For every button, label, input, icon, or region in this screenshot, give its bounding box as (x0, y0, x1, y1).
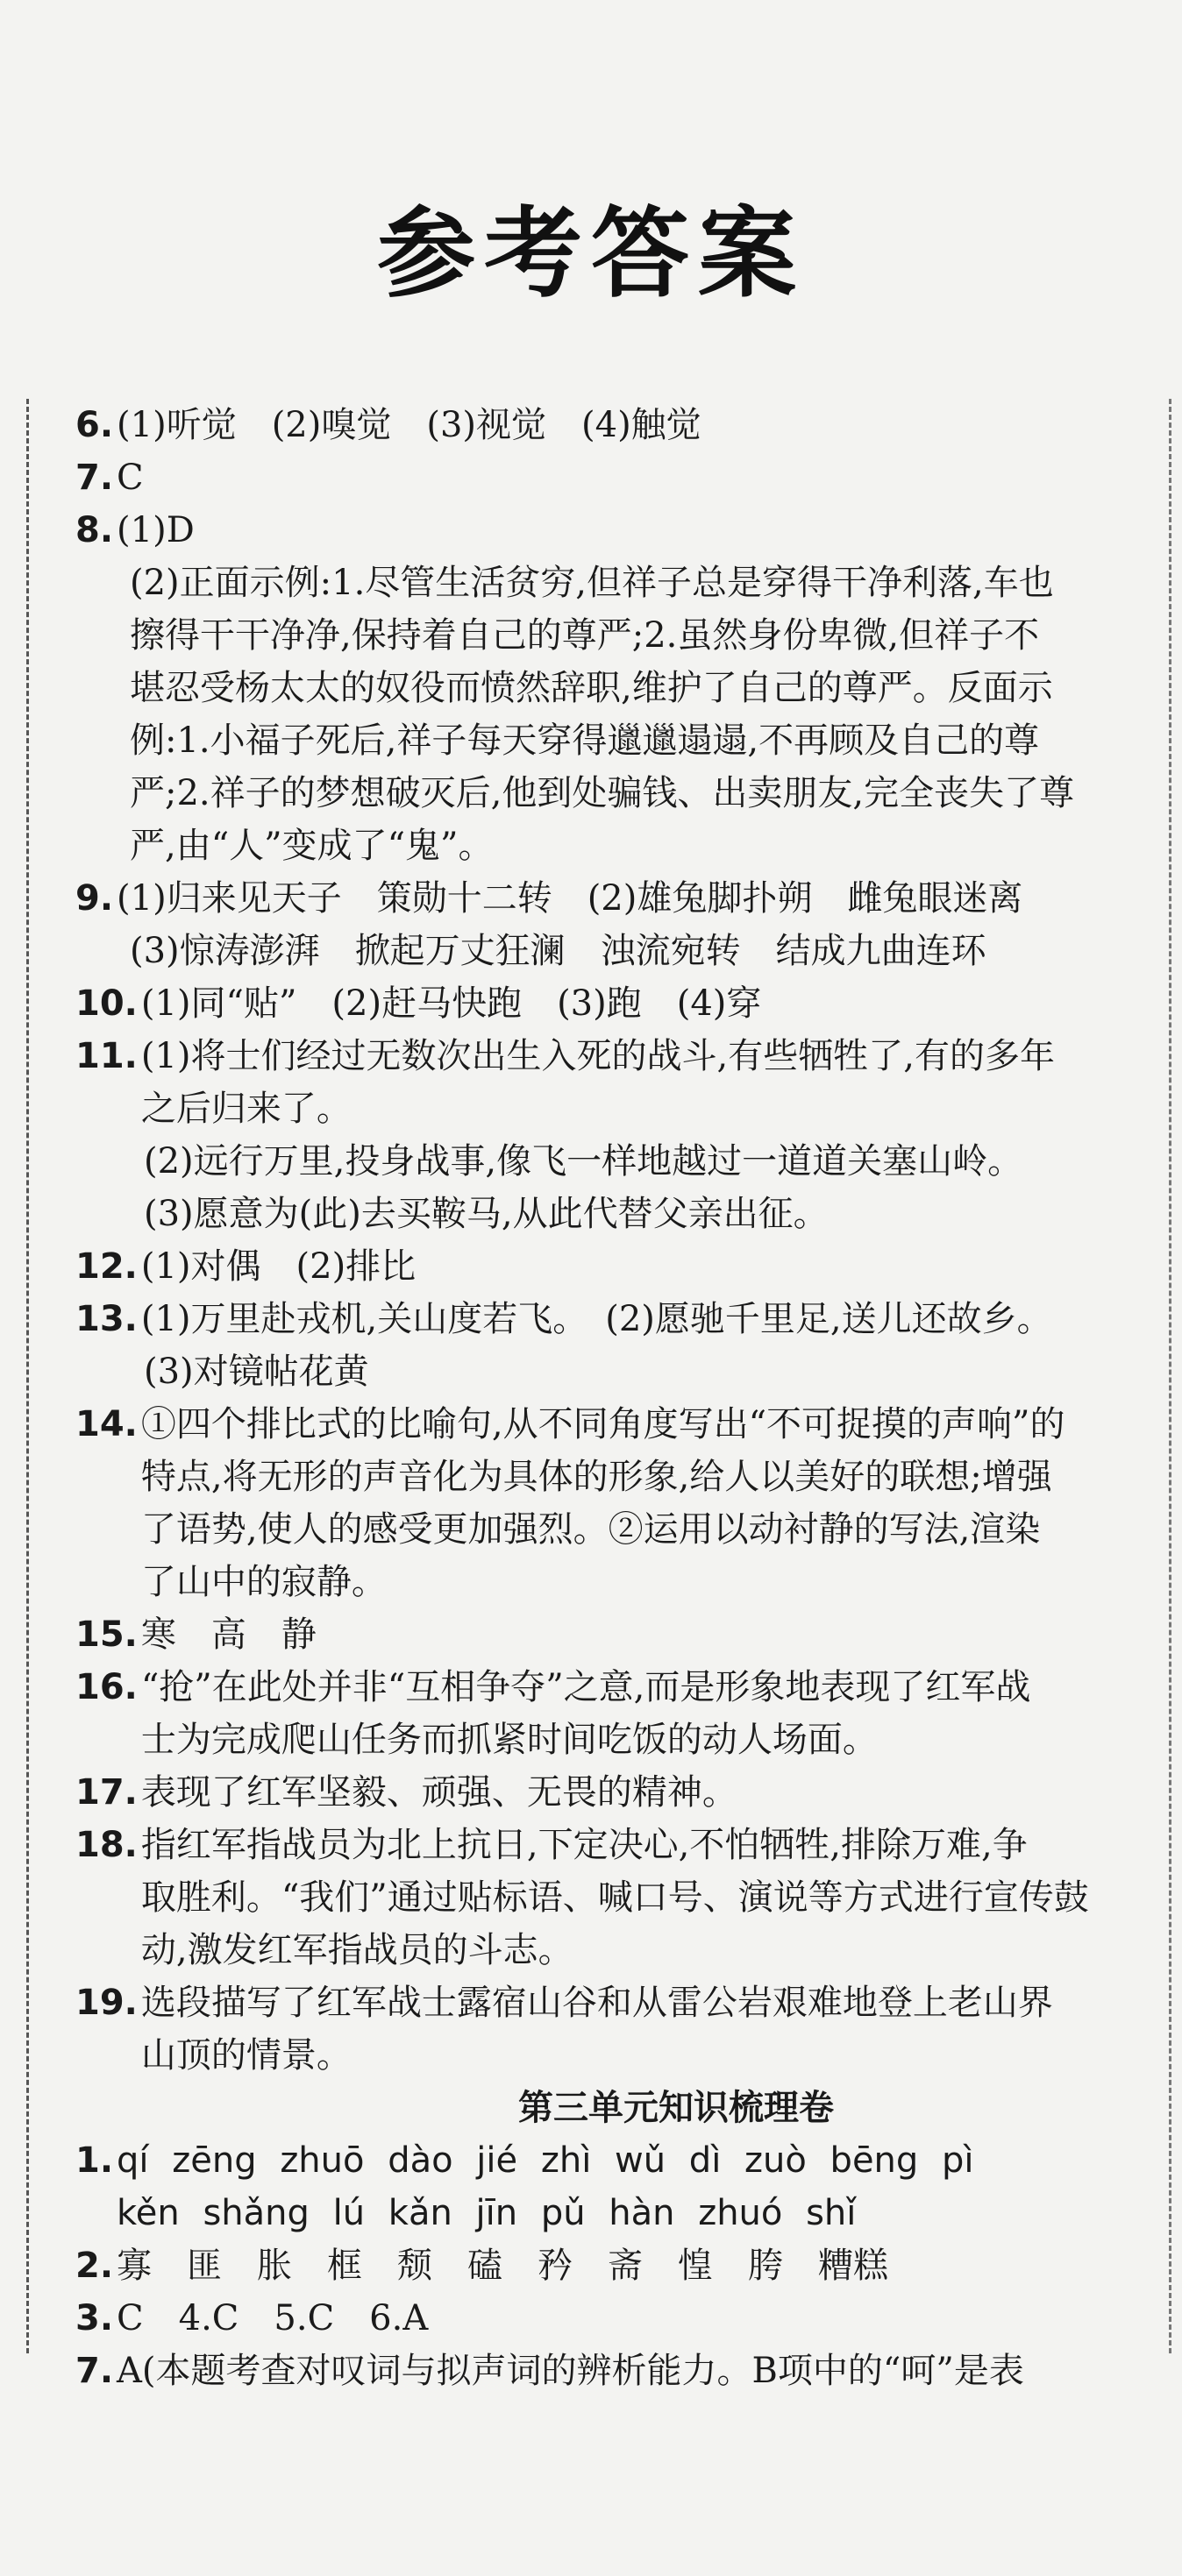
answer-item-9 (75, 872, 1128, 925)
item-number: 7. (75, 2351, 114, 2391)
answer-line: 严;2.祥子的梦想破灭后,他到处骗钱、出卖朋友,完全丧失了尊 (130, 773, 1075, 813)
answer-item-9-3 (75, 925, 1128, 977)
answer-line: 特点,将无形的声音化为具体的形象,给人以美好的联想;增强 (140, 1457, 1052, 1497)
answer-item-15 (75, 1608, 1128, 1661)
item-number: 11. (75, 1036, 138, 1076)
answer-line: 取胜利。“我们”通过贴标语、喊口号、演说等方式进行宣传鼓 (140, 1877, 1089, 1918)
item-number: 3. (75, 2298, 114, 2338)
answer-item-18 (75, 1819, 1128, 1976)
item-number: 18. (75, 1825, 138, 1865)
answer-line: 寡 匪 胀 框 颓 磕 矜 斋 惶 胯 糟糕 (117, 2246, 889, 2286)
item-number: 1. (75, 2140, 114, 2181)
answer-line: (3)愿意为(此)去买鞍马,从此代替父亲出征。 (144, 1194, 829, 1234)
answer-line: 擦得干干净净,保持着自己的尊严;2.虽然身份卑微,但祥子不 (130, 615, 1040, 656)
answer-line: (2)远行万里,投身战事,像飞一样地越过一道道关塞山岭。 (144, 1141, 1023, 1182)
item-number: 13. (75, 1299, 138, 1339)
answer-line: “抢”在此处并非“互相争夺”之意,而是形象地表现了红军战 (140, 1667, 1031, 1707)
answer-line: 例:1.小福子死后,祥子每天穿得邋邋遢遢,不再顾及自己的尊 (130, 720, 1040, 761)
answer-item-10 (75, 977, 1128, 1030)
answer-line: ①四个排比式的比喻句,从不同角度写出“不可捉摸的声响”的 (140, 1404, 1065, 1444)
answer-item-16 (75, 1661, 1128, 1766)
item-number: 12. (75, 1246, 138, 1287)
answer-line: 指红军指战员为北上抗日,下定决心,不怕牺牲,排除万难,争 (140, 1825, 1028, 1865)
answer-line: 之后归来了。 (140, 1089, 352, 1129)
item-number: 7. (75, 458, 114, 498)
answer-line: 山顶的情景。 (140, 2035, 352, 2076)
answer-item-12 (75, 1240, 1128, 1293)
item-number: 9. (75, 878, 114, 919)
item-number: 10. (75, 983, 138, 1024)
section-title: 第三单元知识梳理卷 (518, 2088, 834, 2128)
answer-item-11-3 (75, 1188, 1128, 1240)
answer-item-14 (75, 1398, 1128, 1608)
answer-line: 寒 高 静 (140, 1614, 317, 1655)
answer-item-6 (75, 399, 1128, 451)
section-item-1 (75, 2134, 1128, 2239)
right-dashed-border (1169, 399, 1171, 2353)
item-number: 16. (75, 1667, 138, 1707)
answer-line: 表现了红军坚毅、顽强、无畏的精神。 (140, 1772, 737, 1813)
answer-item-13-3 (75, 1345, 1128, 1398)
answer-line: C (117, 458, 144, 498)
answer-item-19 (75, 1976, 1128, 2082)
item-number: 8. (75, 510, 114, 550)
item-number: 17. (75, 1772, 138, 1813)
answer-line: 了山中的寂静。 (140, 1562, 387, 1602)
answer-line: C 4.C 5.C 6.A (117, 2298, 429, 2338)
answer-item-13 (75, 1293, 1128, 1345)
item-number: 6. (75, 405, 114, 445)
left-dashed-border (26, 399, 29, 2353)
section-item-7 (75, 2345, 1128, 2397)
answer-content (75, 399, 1128, 2397)
answer-line: (1)听觉 (2)嗅觉 (3)视觉 (4)触觉 (117, 405, 701, 445)
answer-item-8-2 (75, 557, 1128, 872)
item-number: 19. (75, 1983, 138, 2023)
answer-line: (1)归来见天子 策勋十二转 (2)雄兔脚扑朔 雌兔眼迷离 (117, 878, 1023, 919)
item-number: 15. (75, 1614, 138, 1655)
pinyin-line: qí zēng zhuō dào jié zhì wǔ dì zuò bēng pì (117, 2140, 974, 2181)
item-number: 14. (75, 1404, 138, 1444)
answer-line: (1)对偶 (2)排比 (140, 1246, 417, 1287)
answer-line: (1)同“贴” (2)赶马快跑 (3)跑 (4)穿 (140, 983, 762, 1024)
item-number: 2. (75, 2246, 114, 2286)
section-item-3 (75, 2292, 1128, 2345)
answer-item-8 (75, 504, 1128, 557)
answer-line: (3)惊涛澎湃 掀起万丈狂澜 浊流宛转 结成九曲连环 (130, 931, 986, 971)
answer-line: (3)对镜帖花黄 (144, 1352, 369, 1392)
answer-line: 选段描写了红军战士露宿山谷和从雷公岩艰难地登上老山界 (140, 1983, 1053, 2023)
answer-line: 动,激发红军指战员的斗志。 (140, 1930, 573, 1970)
answer-item-11-2 (75, 1135, 1128, 1188)
answer-line: 士为完成爬山任务而抓紧时间吃饭的动人场面。 (140, 1720, 878, 1760)
section-item-2 (75, 2239, 1128, 2292)
answer-line: (2)正面示例:1.尽管生活贫穷,但祥子总是穿得干净利落,车也 (130, 563, 1054, 603)
answer-line: 严,由“人”变成了“鬼”。 (130, 826, 494, 866)
answer-line: (1)D (117, 510, 195, 550)
answer-item-7 (75, 451, 1128, 504)
answer-line: (1)将士们经过无数次出生入死的战斗,有些牺牲了,有的多年 (140, 1036, 1055, 1076)
page-title: 参考答案 (377, 197, 805, 311)
answer-line: 堪忍受杨太太的奴役而愤然辞职,维护了自己的尊严。反面示 (130, 668, 1053, 708)
answer-item-11 (75, 1030, 1128, 1135)
answer-line: A(本题考查对叹词与拟声词的辨析能力。B项中的“呵”是表 (117, 2351, 1024, 2391)
answer-line: (1)万里赴戎机,关山度若飞。 (2)愿驰千里足,送儿还故乡。 (140, 1299, 1052, 1339)
answer-item-17 (75, 1766, 1128, 1819)
pinyin-line: kěn shǎng lú kǎn jīn pǔ hàn zhuó shǐ (117, 2193, 857, 2233)
answer-line: 了语势,使人的感受更加强烈。②运用以动衬静的写法,渲染 (140, 1509, 1041, 1550)
